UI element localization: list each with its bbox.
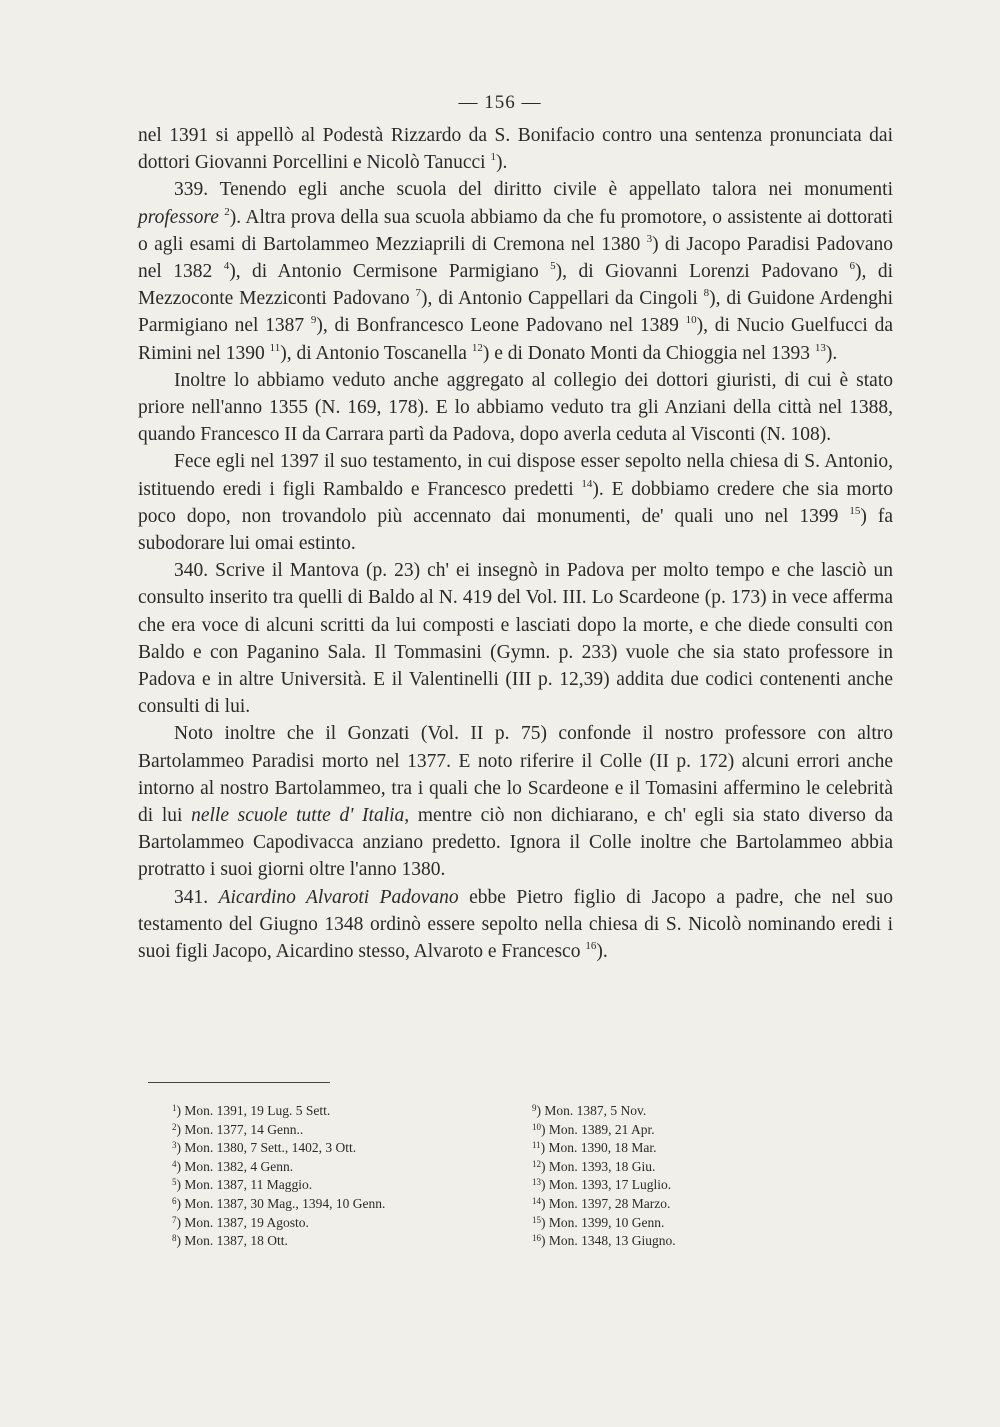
footnote-paren: ) <box>176 1121 185 1137</box>
footnote-reference: 8 <box>703 287 710 300</box>
footnote-number: 5 <box>172 1177 177 1188</box>
footnote-number: 1 <box>172 1103 177 1113</box>
italic-text: Aicardino Alvaroti Padovano <box>218 886 459 908</box>
footnote-text: Mon. 1390, 18 Mar. <box>548 1140 657 1156</box>
footnote-text: Mon. 1387, 19 Agosto. <box>184 1214 309 1230</box>
footnote-reference: 14 <box>581 477 593 490</box>
footnote-number: 8 <box>172 1233 177 1244</box>
footnote-paren: ) <box>176 1195 185 1211</box>
footnote-paren: ) <box>541 1158 549 1174</box>
footnote-paren: ) <box>176 1177 185 1193</box>
italic-text: nelle scuole tutte d' Italia <box>191 805 405 827</box>
footnote-number: 6 <box>172 1195 177 1206</box>
footnote-item <box>532 1214 862 1233</box>
footnote-text: Mon. 1391, 19 Lug. 5 Sett. <box>184 1103 331 1118</box>
paragraph: 340. Scrive il Mantova (p. 23) ch' ei insegnò in Padova per molto tempo e che lasciò un consulto inserito tra quelli di Baldo al N. 419 del Vol. III. Lo Scardeone (p. 173) in vece afferma che era voce di alcuni scritti da lui composti e lasciati dopo la morte, e che diede consulti con Baldo e con Paganino Sala. Il Tommasini (Gymn. p. 233) vuole che sia stato professore in Padova e in altre Università. E il Valentinelli (III p. 12,39) addita due codici contenenti anche consulti di lui. <box>138 560 893 718</box>
footnote-text: Mon. 1387, 18 Ott. <box>184 1233 288 1249</box>
footnote-reference: 12 <box>471 341 483 354</box>
footnote-reference: 13 <box>814 341 826 354</box>
footnote-item <box>172 1121 502 1140</box>
footnote-paren: ) <box>176 1103 185 1118</box>
footnote-item <box>532 1139 862 1158</box>
footnote-number: 10 <box>532 1121 541 1132</box>
footnote-number: 12 <box>532 1158 541 1169</box>
footnote-text: Mon. 1387, 11 Maggio. <box>184 1177 313 1193</box>
footnote-reference: 10 <box>685 314 697 327</box>
paragraph: Inoltre lo abbiamo veduto anche aggregato al collegio dei dottori giuristi, di cui è stato priore nell'anno 1355 (N. 169, 178). E lo abbiamo veduto tra gli Anziani della città nel 1388, quando Francesco II da Carrara partì da Padova, dopo averla ceduta al Visconti (N. 108). <box>138 369 893 446</box>
footnote-paren: ) <box>541 1121 549 1137</box>
footnotes-left-column <box>172 1102 502 1251</box>
footnote-reference: 15 <box>849 504 861 517</box>
footnote-text: Mon. 1377, 14 Genn.. <box>184 1121 304 1137</box>
paragraph: 339. Tenendo egli anche scuola del diritto civile è appellato talora nei monumenti professore $^2$). Altra prova della sua scuola abbiamo da che fu promotore, o assistente ai dottorati o agli esami di Bartolammeo Mezziaprili di Cremona nel 1380 $^3$) di Jacopo Paradisi Padovano nel 1382 $^4$), di Antonio Cermisone Parmigiano $^5$), di Giovanni Lorenzi Padovano $^6$), di Mezzoconte Mezziconti Padovano $^7$), di Antonio Cappellari da Cingoli $^8$), di Guidone Ardenghi Parmigiano nel 1387 $^9$), di Bonfrancesco Leone Padovano nel 1389 $^{10}$), di Nucio Guelfucci da Rimini nel 1390 $^{11}$), di Antonio Toscanella $^{12}$) e di Donato Monti da Chioggia nel 1393 $^{13}$). <box>138 179 894 364</box>
body-text <box>138 122 893 965</box>
footnote-text: Mon. 1399, 10 Genn. <box>548 1214 665 1230</box>
footnote-reference: 1 <box>490 151 496 164</box>
footnote-item <box>532 1176 862 1195</box>
footnote-item <box>532 1102 862 1121</box>
footnote-number: 11 <box>532 1140 541 1151</box>
footnote-number: 16 <box>532 1233 541 1244</box>
footnote-reference: 11 <box>269 341 281 354</box>
footnote-text: Mon. 1380, 7 Sett., 1402, 3 Ott. <box>184 1140 357 1156</box>
footnote-item <box>532 1121 862 1140</box>
footnote-paren: ) <box>176 1233 185 1249</box>
footnote-text: Mon. 1389, 21 Apr. <box>548 1121 655 1137</box>
footnote-number: 2 <box>172 1121 177 1132</box>
footnote-paren: ) <box>541 1195 549 1211</box>
footnote-paren: ) <box>540 1140 549 1156</box>
footnote-paren: ) <box>541 1177 549 1193</box>
page-number: — 156 — <box>458 92 542 113</box>
footnote-number: 15 <box>532 1214 541 1225</box>
footnote-number: 3 <box>172 1140 177 1151</box>
footnote-reference: 9 <box>310 314 317 327</box>
footnote-item <box>172 1139 502 1158</box>
footnote-number: 9 <box>532 1103 537 1113</box>
footnote-number: 14 <box>532 1195 541 1206</box>
footnote-reference: 16 <box>585 940 597 953</box>
footnote-reference: 3 <box>646 232 653 245</box>
footnote-text: Mon. 1387, 30 Mag., 1394, 10 Genn. <box>184 1195 386 1211</box>
footnote-item <box>172 1102 502 1121</box>
footnote-paren: ) <box>176 1140 185 1156</box>
italic-text: professore <box>138 206 219 228</box>
footnote-reference: 4 <box>223 260 230 273</box>
footnote-text: Mon. 1387, 5 Nov. <box>544 1103 647 1118</box>
footnote-paren: ) <box>541 1214 549 1230</box>
footnote-reference: 2 <box>224 205 230 218</box>
footnote-text: Mon. 1393, 17 Luglio. <box>548 1177 672 1193</box>
footnote-reference: 6 <box>849 260 856 273</box>
footnote-item <box>172 1214 502 1233</box>
footnote-item <box>532 1158 862 1177</box>
paragraph: Noto inoltre che il Gonzati (Vol. II p. 75) confonde il nostro professore con altro Bartolammeo Paradisi morto nel 1377. E noto riferire il Colle (II p. 172) alcuni errori anche intorno al nostro Bartolammeo, tra i quali che lo Scardeone e il Tomasini affermino le celebrità di lui nelle scuole tutte d' Italia, mentre ciò non dichiarano, e ch' egli sia stato diverso da Bartolammeo Capodivacca anziano predetto. Ignora il Colle inoltre che Bartolammeo abbia protratto i suoi giorni oltre l'anno 1380. <box>138 723 893 881</box>
footnote-item <box>172 1232 502 1251</box>
footnote-text: Mon. 1397, 28 Marzo. <box>548 1195 671 1211</box>
paragraph: nel 1391 si appellò al Podestà Rizzardo da S. Bonifacio contro una sentenza pronunciata dai dottori Giovanni Porcellini e Nicolò Tanucci $^1$). <box>138 125 893 174</box>
footnotes-right-column <box>532 1102 862 1251</box>
footnote-number: 13 <box>532 1177 541 1188</box>
footnote-paren: ) <box>176 1158 185 1174</box>
footnote-text: Mon. 1393, 18 Giu. <box>548 1158 656 1174</box>
paragraph: Fece egli nel 1397 il suo testamento, in cui dispose esser sepolto nella chiesa di S. Antonio, istituendo eredi i figli Rambaldo e Francesco predetti $^{14}$). E dobbiamo credere che sia morto poco dopo, non trovandolo più accennato dai monumenti, de' quali uno nel 1399 $^{15}$) fa subodorare lui omai estinto. <box>138 451 893 555</box>
footnote-item <box>172 1176 502 1195</box>
footnote-text: Mon. 1348, 13 Giugno. <box>548 1233 676 1249</box>
footnote-text: Mon. 1382, 4 Genn. <box>184 1158 294 1174</box>
footnote-item <box>172 1195 502 1214</box>
footnote-item <box>532 1195 862 1214</box>
footnote-number: 4 <box>172 1158 177 1169</box>
footnote-paren: ) <box>536 1103 545 1118</box>
footnote-reference: 5 <box>550 260 556 273</box>
footnote-item <box>532 1232 862 1251</box>
footnote-divider <box>148 1082 330 1083</box>
footnote-paren: ) <box>541 1233 549 1249</box>
footnote-item <box>172 1158 502 1177</box>
footnote-paren: ) <box>176 1214 185 1230</box>
footnote-reference: 7 <box>415 287 421 300</box>
footnote-number: 7 <box>172 1214 177 1225</box>
paragraph: 341. Aicardino Alvaroti Padovano ebbe Pietro figlio di Jacopo a padre, che nel suo testamento del Giugno 1348 ordinò essere sepolto nella chiesa di S. Nicolò nominando eredi i suoi figli Jacopo, Aicardino stesso, Alvaroto e Francesco $^{16}$). <box>138 886 894 963</box>
